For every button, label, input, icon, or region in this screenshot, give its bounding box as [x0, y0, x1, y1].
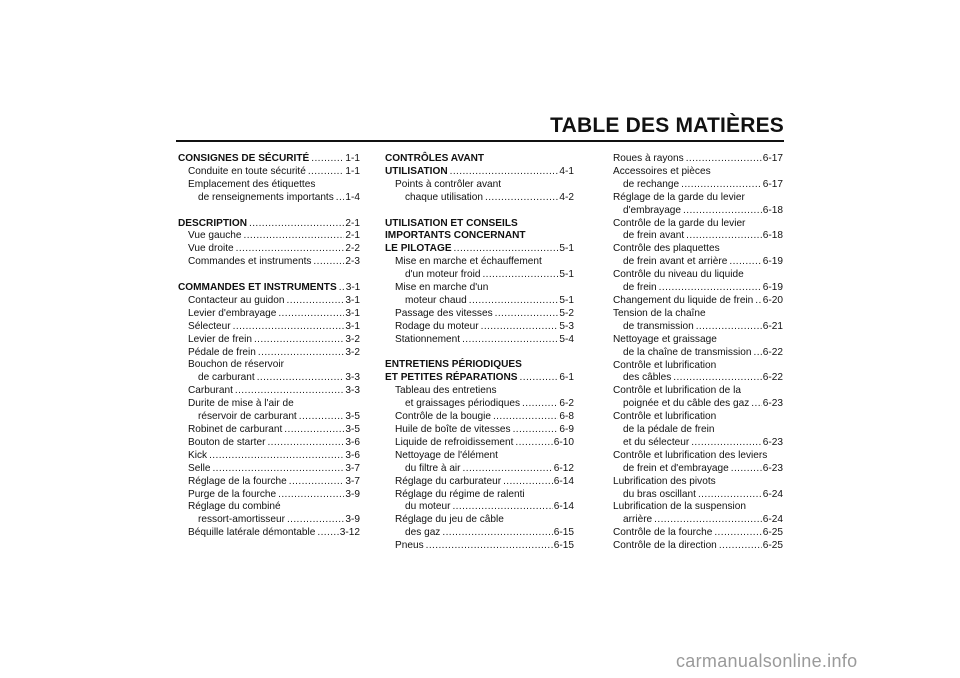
page-number: 3-5: [345, 424, 360, 435]
toc-entry-text: Stationnement: [395, 333, 461, 345]
toc-entry-text: Conduite en toute sécurité: [188, 165, 306, 177]
page-number: 2-3: [345, 256, 360, 268]
page-number: 3-1: [345, 294, 360, 306]
toc-entry-text: Tableau des entretiens: [395, 385, 497, 397]
page-number: 3-1: [345, 307, 360, 319]
page-number: 2-2: [345, 243, 360, 255]
dot-leader: [308, 166, 345, 179]
toc-entry[interactable]: [385, 450, 574, 476]
toc-entry-text: Sélecteur: [188, 320, 231, 332]
dot-leader: [714, 527, 761, 540]
toc-entry[interactable]: [603, 527, 783, 540]
page-title: TABLE DES MATIÈRES: [550, 114, 784, 137]
toc-entry-text: Pneus: [395, 540, 424, 552]
dot-leader: [686, 230, 762, 243]
toc-entry-text: CONSIGNES DE SÉCURITÉ: [178, 153, 310, 164]
toc-entry-text: Kick: [188, 449, 208, 461]
toc-entry-text: de renseignements importants: [198, 191, 334, 203]
toc-entry[interactable]: [603, 501, 783, 527]
page-number: 6-23: [762, 398, 783, 410]
toc-entry-text: de rechange: [623, 178, 680, 190]
page-number: 3-3: [345, 385, 360, 397]
dot-leader: [257, 372, 345, 385]
page-number: 6-10: [553, 436, 574, 448]
toc-entry[interactable]: [603, 308, 783, 334]
toc-entry[interactable]: [603, 243, 783, 269]
page-number: 6-15: [553, 527, 574, 539]
toc-entry[interactable]: [603, 334, 783, 360]
page-number: 2-1: [345, 230, 360, 242]
toc-column-1: [178, 153, 360, 540]
toc-entry-text: Contrôle et lubrification: [613, 359, 717, 371]
page-number: 4-2: [559, 191, 574, 203]
toc-entry[interactable]: [178, 398, 360, 424]
toc-entry[interactable]: [178, 527, 360, 540]
toc-section-heading[interactable]: [385, 153, 574, 179]
toc-entry-text: Réglage de la garde du levier: [613, 191, 745, 203]
toc-entry-text: Réglage de la fourche: [188, 475, 287, 487]
dot-leader: [278, 308, 344, 321]
toc-entry-text: Selle: [188, 462, 211, 474]
toc-entry-text: d'un moteur froid: [405, 269, 481, 281]
toc-entry-text: Commandes et instruments: [188, 256, 312, 268]
toc-entry-text: de carburant: [198, 372, 255, 384]
dot-leader: [659, 282, 762, 295]
dot-leader: [719, 540, 762, 553]
toc-section-heading[interactable]: [178, 153, 360, 166]
toc-entry-text: poignée et du câble des gaz: [623, 398, 750, 410]
dot-leader: [654, 514, 762, 527]
page-number: 5-1: [559, 243, 574, 255]
toc-spacer: [385, 205, 574, 218]
toc-entry[interactable]: [385, 308, 574, 321]
toc-entry[interactable]: [178, 295, 360, 308]
toc-entry-text: Passage des vitesses: [395, 307, 493, 319]
toc-entry-text: Bouchon de réservoir: [188, 359, 284, 371]
dot-leader: [754, 347, 762, 360]
toc-entry[interactable]: [178, 359, 360, 385]
dot-leader: [426, 540, 553, 553]
dot-leader: [481, 321, 559, 334]
toc-entry-text: Contrôle de la garde du levier: [613, 217, 746, 229]
page-number: 6-19: [762, 256, 783, 268]
toc-entry[interactable]: [603, 153, 783, 166]
toc-entry-text: DESCRIPTION: [178, 217, 247, 229]
page-number: 5-3: [559, 320, 574, 332]
toc-entry-text: du filtre à air: [405, 462, 461, 474]
page-number: 6-18: [762, 230, 783, 242]
toc-entry-text: ENTRETIENS PÉRIODIQUES: [385, 359, 522, 371]
toc-entry-text: Réglage du régime de ralenti: [395, 488, 525, 500]
toc-entry[interactable]: [385, 489, 574, 515]
dot-leader: [212, 463, 344, 476]
toc-entry-text: Carburant: [188, 385, 233, 397]
toc-entry-text: Mise en marche et échauffement: [395, 256, 542, 268]
dot-leader: [313, 256, 344, 269]
dot-leader: [503, 476, 553, 489]
toc-entry-text: UTILISATION: [385, 165, 448, 177]
toc-entry[interactable]: [385, 179, 574, 205]
toc-entry-text: Béquille latérale démontable: [188, 527, 316, 539]
toc-entry-text: Contrôle de la fourche: [613, 527, 713, 539]
page-number: 3-1: [345, 320, 360, 332]
toc-entry-text: Pédale de frein: [188, 346, 256, 358]
toc-entry-text: Points à contrôler avant: [395, 178, 502, 190]
toc-entry-text: Purge de la fourche: [188, 488, 277, 500]
toc-entry[interactable]: [178, 256, 360, 269]
toc-entry-text: LE PILOTAGE: [385, 243, 452, 255]
dot-leader: [339, 282, 345, 295]
toc-entry[interactable]: [603, 476, 783, 502]
toc-entry-text: CONTRÔLES AVANT: [385, 153, 485, 164]
page-number: 3-6: [345, 449, 360, 461]
page-number: 6-8: [559, 411, 574, 423]
toc-entry[interactable]: [178, 243, 360, 256]
dot-leader: [515, 437, 552, 450]
toc-entry[interactable]: [178, 179, 360, 205]
toc-entry-text: Contrôle et lubrification de la: [613, 385, 741, 397]
toc-entry[interactable]: [603, 166, 783, 192]
page-number: 3-12: [339, 527, 360, 539]
page-number: 3-6: [345, 436, 360, 448]
toc-entry[interactable]: [178, 463, 360, 476]
page-number: 5-4: [559, 333, 574, 345]
toc-entry-text: Contacteur au guidon: [188, 294, 285, 306]
toc-entry-text: Contrôle et lubrification: [613, 411, 717, 423]
toc-section-heading[interactable]: [178, 218, 360, 231]
page-number: 6-14: [553, 501, 574, 513]
page-number: 6-17: [762, 178, 783, 190]
page-number: 6-22: [762, 346, 783, 358]
toc-entry-text: d'embrayage: [623, 204, 682, 216]
page-number: 6-24: [762, 488, 783, 500]
toc-entry[interactable]: [385, 321, 574, 334]
toc-entry[interactable]: [603, 218, 783, 244]
toc-entry[interactable]: [178, 347, 360, 360]
toc-entry-text: Huile de boîte de vitesses: [395, 424, 511, 435]
dot-leader: [287, 295, 345, 308]
page-number: 3-9: [345, 514, 360, 526]
toc-entry[interactable]: [385, 540, 574, 553]
dot-leader: [696, 321, 762, 334]
page-number: 6-23: [762, 436, 783, 448]
toc-entry-text: Roues à rayons: [613, 153, 684, 164]
toc-entry[interactable]: [178, 450, 360, 463]
page-number: 3-5: [345, 411, 360, 423]
toc-entry-text: des câbles: [623, 372, 672, 384]
toc-spacer: [385, 347, 574, 360]
dot-leader: [462, 334, 558, 347]
toc-entry[interactable]: [603, 192, 783, 218]
dot-leader: [495, 308, 559, 321]
toc-section-heading[interactable]: [385, 359, 574, 385]
toc-entry-text: Contrôle des plaquettes: [613, 243, 720, 255]
page-number: 3-7: [345, 475, 360, 487]
page-number: 6-18: [762, 204, 783, 216]
toc-entry-text: Contrôle de la bougie: [395, 411, 491, 423]
page-number: 5-1: [559, 269, 574, 281]
dot-leader: [287, 514, 344, 527]
toc-entry[interactable]: [603, 411, 783, 450]
dot-leader: [731, 463, 762, 476]
page-number: 3-7: [345, 462, 360, 474]
dot-leader: [454, 243, 559, 256]
toc-entry[interactable]: [178, 437, 360, 450]
page-number: 3-3: [345, 372, 360, 384]
dot-leader: [450, 166, 559, 179]
toc-entry[interactable]: [178, 476, 360, 489]
toc-entry-text: ressort-amortisseur: [198, 514, 285, 526]
dot-leader: [284, 424, 344, 437]
toc-entry[interactable]: [178, 424, 360, 437]
toc-entry[interactable]: [603, 360, 783, 386]
toc-entry-text: Contrôle de la direction: [613, 540, 717, 552]
toc-section-heading[interactable]: [385, 218, 574, 257]
toc-entry-text: Nettoyage de l'élément: [395, 449, 498, 461]
toc-entry-text: Levier d'embrayage: [188, 307, 277, 319]
toc-entry[interactable]: [178, 489, 360, 502]
dot-leader: [493, 411, 558, 424]
toc-entry-text: Mise en marche d'un: [395, 282, 489, 294]
toc-entry-text: Changement du liquide de frein: [613, 294, 754, 306]
dot-leader: [673, 372, 762, 385]
toc-entry-text: de frein avant et arrière: [623, 256, 728, 268]
dot-leader: [522, 398, 558, 411]
page-number: 6-25: [762, 527, 783, 539]
page-number: 6-9: [559, 424, 574, 435]
dot-leader: [299, 411, 345, 424]
toc-entry-text: Durite de mise à l'air de: [188, 398, 294, 410]
toc-entry-text: Robinet de carburant: [188, 424, 283, 435]
toc-entry[interactable]: [385, 385, 574, 411]
toc-entry-text: Liquide de refroidissement: [395, 436, 514, 448]
toc-entry[interactable]: [603, 450, 783, 476]
toc-entry[interactable]: [385, 514, 574, 540]
toc-entry[interactable]: [178, 308, 360, 321]
page-number: 2-1: [345, 217, 360, 229]
page-number: 6-24: [762, 514, 783, 526]
toc-entry-text: et du sélecteur: [623, 436, 690, 448]
toc-entry-text: de frein: [623, 282, 657, 294]
dot-leader: [233, 321, 345, 334]
toc-entry[interactable]: [385, 334, 574, 347]
toc-entry[interactable]: [385, 424, 574, 437]
page-number: 5-2: [559, 307, 574, 319]
dot-leader: [311, 153, 344, 166]
page-number: 6-15: [553, 540, 574, 552]
page-number: 6-1: [559, 372, 574, 384]
dot-leader: [463, 463, 553, 476]
page-number: 3-1: [345, 282, 361, 294]
toc-entry[interactable]: [178, 501, 360, 527]
dot-leader: [249, 218, 344, 231]
toc-entry[interactable]: [385, 411, 574, 424]
toc-entry-text: Vue gauche: [188, 230, 242, 242]
dot-leader: [442, 527, 552, 540]
page-number: 6-20: [762, 294, 783, 306]
toc-spacer: [178, 205, 360, 218]
toc-entry-text: Nettoyage et graissage: [613, 333, 717, 345]
dot-leader: [258, 347, 345, 360]
toc-entry[interactable]: [603, 540, 783, 553]
toc-entry-text: Accessoires et pièces: [613, 165, 711, 177]
dot-leader: [267, 437, 344, 450]
toc-entry[interactable]: [385, 437, 574, 450]
toc-entry-text: moteur chaud: [405, 294, 467, 306]
page-number: 6-12: [553, 462, 574, 474]
toc-entry-text: du moteur: [405, 501, 451, 513]
toc-entry-text: Réglage du jeu de câble: [395, 514, 504, 526]
dot-leader: [236, 243, 345, 256]
toc-entry[interactable]: [603, 385, 783, 411]
page-number: 1-4: [345, 191, 360, 203]
toc-entry-text: chaque utilisation: [405, 191, 483, 203]
toc-entry[interactable]: [385, 256, 574, 282]
toc-entry-text: du bras oscillant: [623, 488, 696, 500]
toc-entry-text: de la chaîne de transmission: [623, 346, 752, 358]
toc-entry-text: ET PETITES RÉPARATIONS: [385, 372, 518, 384]
dot-leader: [686, 153, 762, 166]
toc-entry-text: de frein et d'embrayage: [623, 462, 729, 474]
toc-column-3: [603, 153, 783, 553]
dot-leader: [755, 295, 762, 308]
toc-entry-text: arrière: [623, 514, 653, 526]
dot-leader: [254, 334, 344, 347]
toc-entry-text: Contrôle et lubrification des leviers: [613, 449, 768, 461]
toc-entry-text: Bouton de starter: [188, 436, 266, 448]
dot-leader: [317, 527, 338, 540]
page-number: 6-2: [559, 398, 574, 410]
toc-entry[interactable]: [178, 385, 360, 398]
toc-entry-text: de frein avant: [623, 230, 685, 242]
dot-leader: [482, 269, 558, 282]
toc-entry[interactable]: [178, 166, 360, 179]
page-number: 4-1: [559, 165, 574, 177]
toc-entry-text: IMPORTANTS CONCERNANT: [385, 230, 526, 242]
page-number: 6-25: [762, 540, 783, 552]
toc-entry-text: Vue droite: [188, 243, 234, 255]
toc-entry-text: des gaz: [405, 527, 441, 539]
watermark: carmanualsonline.info: [676, 651, 858, 671]
dot-leader: [729, 256, 761, 269]
toc-entry-text: Lubrification des pivots: [613, 475, 716, 487]
page-number: 6-17: [762, 153, 783, 164]
dot-leader: [751, 398, 762, 411]
dot-leader: [235, 385, 345, 398]
toc-entry-text: Tension de la chaîne: [613, 307, 706, 319]
page-number: 6-14: [553, 475, 574, 487]
page-number: 6-23: [762, 462, 783, 474]
toc-entry-text: Réglage du combiné: [188, 501, 281, 513]
page-number: 3-2: [345, 346, 360, 358]
toc-entry-text: de transmission: [623, 320, 694, 332]
dot-leader: [289, 476, 345, 489]
page-number: 6-19: [762, 282, 783, 294]
toc-entry-text: Réglage du carburateur: [395, 475, 502, 487]
page-number: 3-9: [345, 488, 360, 500]
toc-entry-text: Levier de frein: [188, 333, 252, 345]
page-number: 6-22: [762, 372, 783, 384]
dot-leader: [681, 179, 762, 192]
dot-leader: [485, 192, 558, 205]
page-number: 1-1: [345, 153, 360, 164]
toc-entry[interactable]: [385, 476, 574, 489]
toc-column-2: [385, 153, 574, 553]
page-number: 3-2: [345, 333, 360, 345]
toc-entry[interactable]: [603, 269, 783, 295]
page-number: 1-1: [345, 165, 360, 177]
dot-leader: [278, 489, 344, 502]
toc-entry-text: UTILISATION ET CONSEILS: [385, 217, 518, 229]
toc-entry[interactable]: [178, 321, 360, 334]
toc-entry-text: Rodage du moteur: [395, 320, 479, 332]
dot-leader: [513, 424, 559, 437]
toc-entry-text: de la pédale de frein: [623, 424, 715, 436]
title-rule: [176, 140, 784, 142]
dot-leader: [336, 192, 345, 205]
dot-leader: [520, 372, 559, 385]
toc-entry[interactable]: [385, 282, 574, 308]
toc-entry-text: Lubrification de la suspension: [613, 501, 746, 513]
dot-leader: [469, 295, 559, 308]
toc-entry[interactable]: [178, 230, 360, 243]
toc-entry-text: COMMANDES ET INSTRUMENTS: [178, 282, 337, 294]
dot-leader: [209, 450, 344, 463]
toc-entry-text: Contrôle du niveau du liquide: [613, 269, 744, 281]
toc-entry[interactable]: [603, 295, 783, 308]
page-number: 5-1: [559, 294, 574, 306]
toc-entry[interactable]: [178, 334, 360, 347]
dot-leader: [452, 501, 552, 514]
dot-leader: [698, 489, 762, 502]
dot-leader: [244, 230, 345, 243]
toc-entry-text: réservoir de carburant: [198, 411, 297, 423]
dot-leader: [691, 437, 762, 450]
toc-entry-text: Emplacement des étiquettes: [188, 178, 316, 190]
toc-entry-text: et graissages périodiques: [405, 398, 521, 410]
dot-leader: [683, 205, 762, 218]
toc-section-heading[interactable]: [178, 282, 360, 295]
toc-spacer: [178, 269, 360, 282]
page-number: 6-21: [762, 320, 783, 332]
